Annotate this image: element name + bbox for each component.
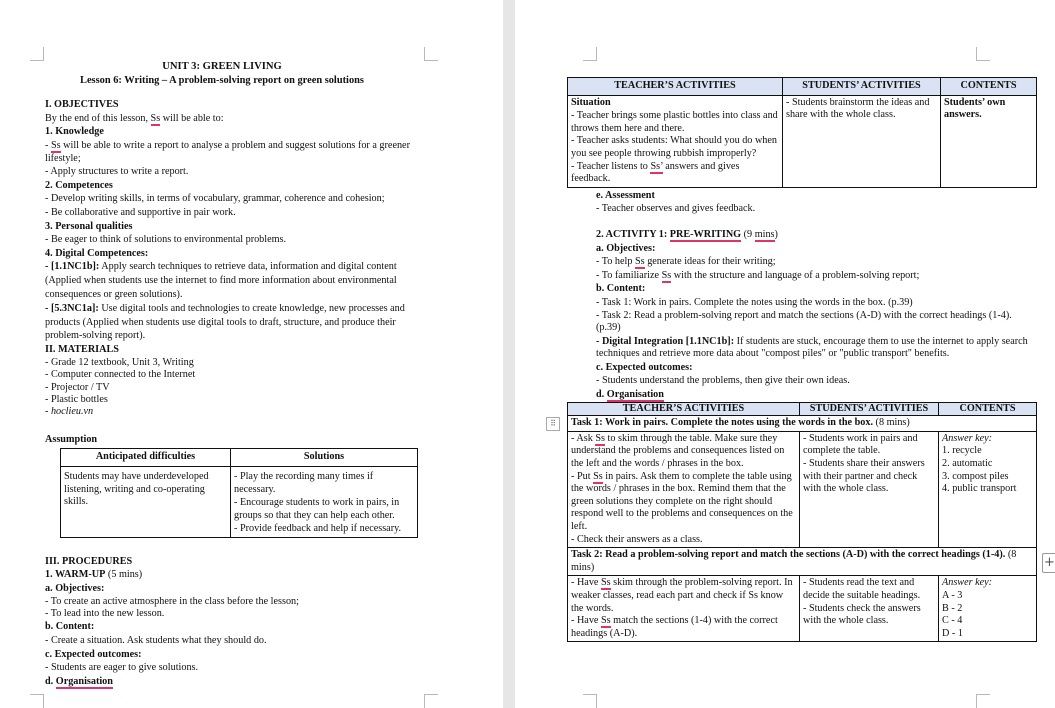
- teacher-activities-cell: Situation - Teacher brings some plastic bottles into class and throws them here and there. - Teacher asks students: What should you do when you see people throwing rubbish improperly? - Teacher listens to Ss’ answers and gives feedback.: [568, 95, 783, 187]
- table-header-solutions: Solutions: [231, 449, 418, 467]
- competences-item: - Be collaborative and supportive in pair work.: [45, 206, 236, 218]
- warmup-objectives-heading: a. Objectives:: [45, 583, 105, 595]
- warmup-objective: - To lead into the new lesson.: [45, 608, 165, 620]
- activity1-heading: 2. ACTIVITY 1: PRE-WRITING (9 mins): [596, 228, 778, 240]
- table-header-difficulties: Anticipated difficulties: [61, 449, 231, 467]
- margin-corner-mark: [583, 694, 597, 708]
- right-page-body: [567, 77, 1037, 642]
- margin-corner-mark: [30, 47, 44, 61]
- assessment-heading: e. Assessment: [596, 189, 655, 201]
- materials-item: - Projector / TV: [45, 381, 110, 393]
- margin-corner-mark: [583, 47, 597, 61]
- table-move-handle-icon[interactable]: ⠿: [546, 417, 560, 431]
- assumption-table: [60, 448, 418, 538]
- hoclieu-link[interactable]: hoclieu.vn: [50, 406, 94, 418]
- activity1-objective: - To familiarize Ss with the structure and language of a problem-solving report;: [596, 269, 920, 281]
- activity1-content-item: - Task 2: Read a problem-solving report and match the sections (A-D) with the correct headings (1-4). (p.39): [596, 309, 1012, 334]
- warmup-activity-table: [567, 77, 1037, 188]
- margin-corner-mark: [424, 694, 438, 708]
- personal-qualities-item: - Be eager to think of solutions to environmental problems.: [45, 234, 287, 246]
- task2-title-row: Task 2: Read a problem-solving report and match the sections (A-D) with the correct headings (1-4). (8 mins): [568, 548, 1037, 576]
- task2-answer-key-cell: Answer key: A - 3 B - 2 C - 4 D - 1: [939, 576, 1037, 642]
- task1-answer-key-cell: Answer key: 1. recycle 2. automatic 3. compost piles 4. public transport: [939, 431, 1037, 547]
- table-header-contents: CONTENTS: [941, 78, 1037, 96]
- table-header-teacher: TEACHER’S ACTIVITIES: [568, 402, 800, 416]
- task2-teacher-cell: - Have Ss skim through the problem-solving report. In weaker classes, read each part and check if Ss know the words. - Have Ss match the sections (1-4) with the correct headings (A-D).: [568, 576, 800, 642]
- activity1-content-item: - Task 1: Work in pairs. Complete the notes using the words in the box. (p.39): [596, 296, 913, 308]
- table-header-contents: CONTENTS: [939, 402, 1037, 416]
- table-header-students: STUDENTS’ ACTIVITIES: [800, 402, 939, 416]
- digital-competence-item: - [5.3NC1a]: Use digital tools and technologies to create knowledge, new processes and products (Applied when students use digital tools to draft, structure, and produce their problem-solving report).: [45, 302, 405, 342]
- activity1-organisation-heading: d. Organisation: [596, 389, 664, 401]
- task1-teacher-cell: - Ask Ss to skim through the table. Make sure they understand the problems and consequences listed on the left and the words / phrases in the box. - Put Ss in pairs. Ask them to complete the table using the words / phrases in the box. Remind them that the green solutions they complete on the right should respond well to the problems and consequences on the left. - Check their answers as a class.: [568, 431, 800, 547]
- digital-competence-item: - [1.1NC1b]: Apply search techniques to retrieve data, information and digital content (Applied when students use the internet to find more information about environmental consequences or green solutions).: [45, 261, 397, 300]
- task2-students-cell: - Students read the text and decide the suitable headings. - Students check the answers with the whole class.: [800, 576, 939, 642]
- solutions-cell: [231, 466, 418, 537]
- knowledge-item: - Apply structures to write a report.: [45, 166, 189, 178]
- activity1-outcomes: - Students understand the problems, then give their own ideas.: [596, 375, 850, 387]
- personal-qualities-heading: 3. Personal qualities: [45, 220, 133, 232]
- digital-competences-heading: 4. Digital Competences:: [45, 247, 149, 259]
- knowledge-heading: 1. Knowledge: [45, 126, 104, 138]
- materials-item: - hoclieu.vn: [45, 406, 94, 418]
- activity1-content-heading: b. Content:: [596, 283, 646, 295]
- assessment-text: - Teacher observes and gives feedback.: [596, 203, 756, 215]
- materials-item: - Computer connected to the Internet: [45, 369, 196, 381]
- contents-cell: Students’ own answers.: [941, 95, 1037, 187]
- solution-item: - Play the recording many times if necessary.: [234, 470, 374, 495]
- solution-item: - Encourage students to work in pairs, in groups so that they can help each other.: [234, 497, 400, 521]
- activity1-objective: - To help Ss generate ideas for their writing;: [596, 256, 776, 268]
- activity1-outcomes-heading: c. Expected outcomes:: [596, 361, 693, 373]
- prewriting-activity-table: [567, 402, 1037, 643]
- situation-label: Situation: [571, 96, 611, 108]
- warmup-outcomes: - Students are eager to give solutions.: [45, 662, 199, 674]
- competences-heading: 2. Competences: [45, 179, 113, 191]
- materials-item: - Grade 12 textbook, Unit 3, Writing: [45, 356, 194, 368]
- table-header-teacher: TEACHER’S ACTIVITIES: [568, 78, 783, 96]
- warmup-content-heading: b. Content:: [45, 621, 95, 633]
- solution-item: - Provide feedback and help if necessary.: [234, 523, 402, 535]
- competences-item: - Develop writing skills, in terms of vocabulary, grammar, coherence and cohesion;: [45, 193, 385, 205]
- activity1-objectives-heading: a. Objectives:: [596, 242, 656, 254]
- margin-corner-mark: [30, 694, 44, 708]
- objectives-intro: By the end of this lesson, Ss will be able to:: [45, 112, 224, 124]
- table-header-students: STUDENTS’ ACTIVITIES: [783, 78, 941, 96]
- margin-corner-mark: [424, 47, 438, 61]
- task1-title-row: Task 1: Work in pairs. Complete the notes using the words in the box. (8 mins): [568, 416, 1037, 432]
- activity1-digital-integration: - Digital Integration [1.1NC1b]: If students are stuck, encourage them to use the internet to apply search techniques and retrieve more data about "compost piles" or "public transport" benefits.: [596, 335, 1028, 360]
- left-page-body: [45, 60, 423, 688]
- lesson-title: Lesson 6: Writing – A problem-solving report on green solutions: [80, 74, 364, 86]
- margin-corner-mark: [976, 694, 990, 708]
- unit-title: UNIT 3: GREEN LIVING: [162, 61, 282, 72]
- materials-heading: II. MATERIALS: [45, 344, 119, 356]
- warmup-outcomes-heading: c. Expected outcomes:: [45, 648, 142, 660]
- difficulty-cell: Students may have underdeveloped listening, writing and co-operating skills.: [61, 466, 231, 537]
- warmup-organisation-heading: d. Organisation: [45, 675, 113, 687]
- warmup-content: - Create a situation. Ask students what they should do.: [45, 635, 267, 647]
- add-row-button[interactable]: +: [1042, 553, 1055, 573]
- warmup-objective: - To create an active atmosphere in the class before the lesson;: [45, 595, 299, 607]
- margin-corner-mark: [976, 47, 990, 61]
- task1-students-cell: - Students work in pairs and complete the table. - Students share their answers with their partner and check with the whole class.: [800, 431, 939, 547]
- document-page-left: [0, 0, 503, 708]
- objectives-heading: I. OBJECTIVES: [45, 99, 119, 111]
- assumption-heading: Assumption: [45, 433, 98, 445]
- document-page-right: [515, 0, 1055, 708]
- materials-item: - Plastic bottles: [45, 393, 108, 405]
- warmup-heading: 1. WARM-UP (5 mins): [45, 569, 143, 581]
- students-activities-cell: - Students brainstorm the ideas and share with the whole class.: [783, 95, 941, 187]
- knowledge-item: - Ss will be able to write a report to analyse a problem and suggest solutions for a greener lifestyle;: [45, 139, 410, 164]
- procedures-heading: III. PROCEDURES: [45, 555, 133, 567]
